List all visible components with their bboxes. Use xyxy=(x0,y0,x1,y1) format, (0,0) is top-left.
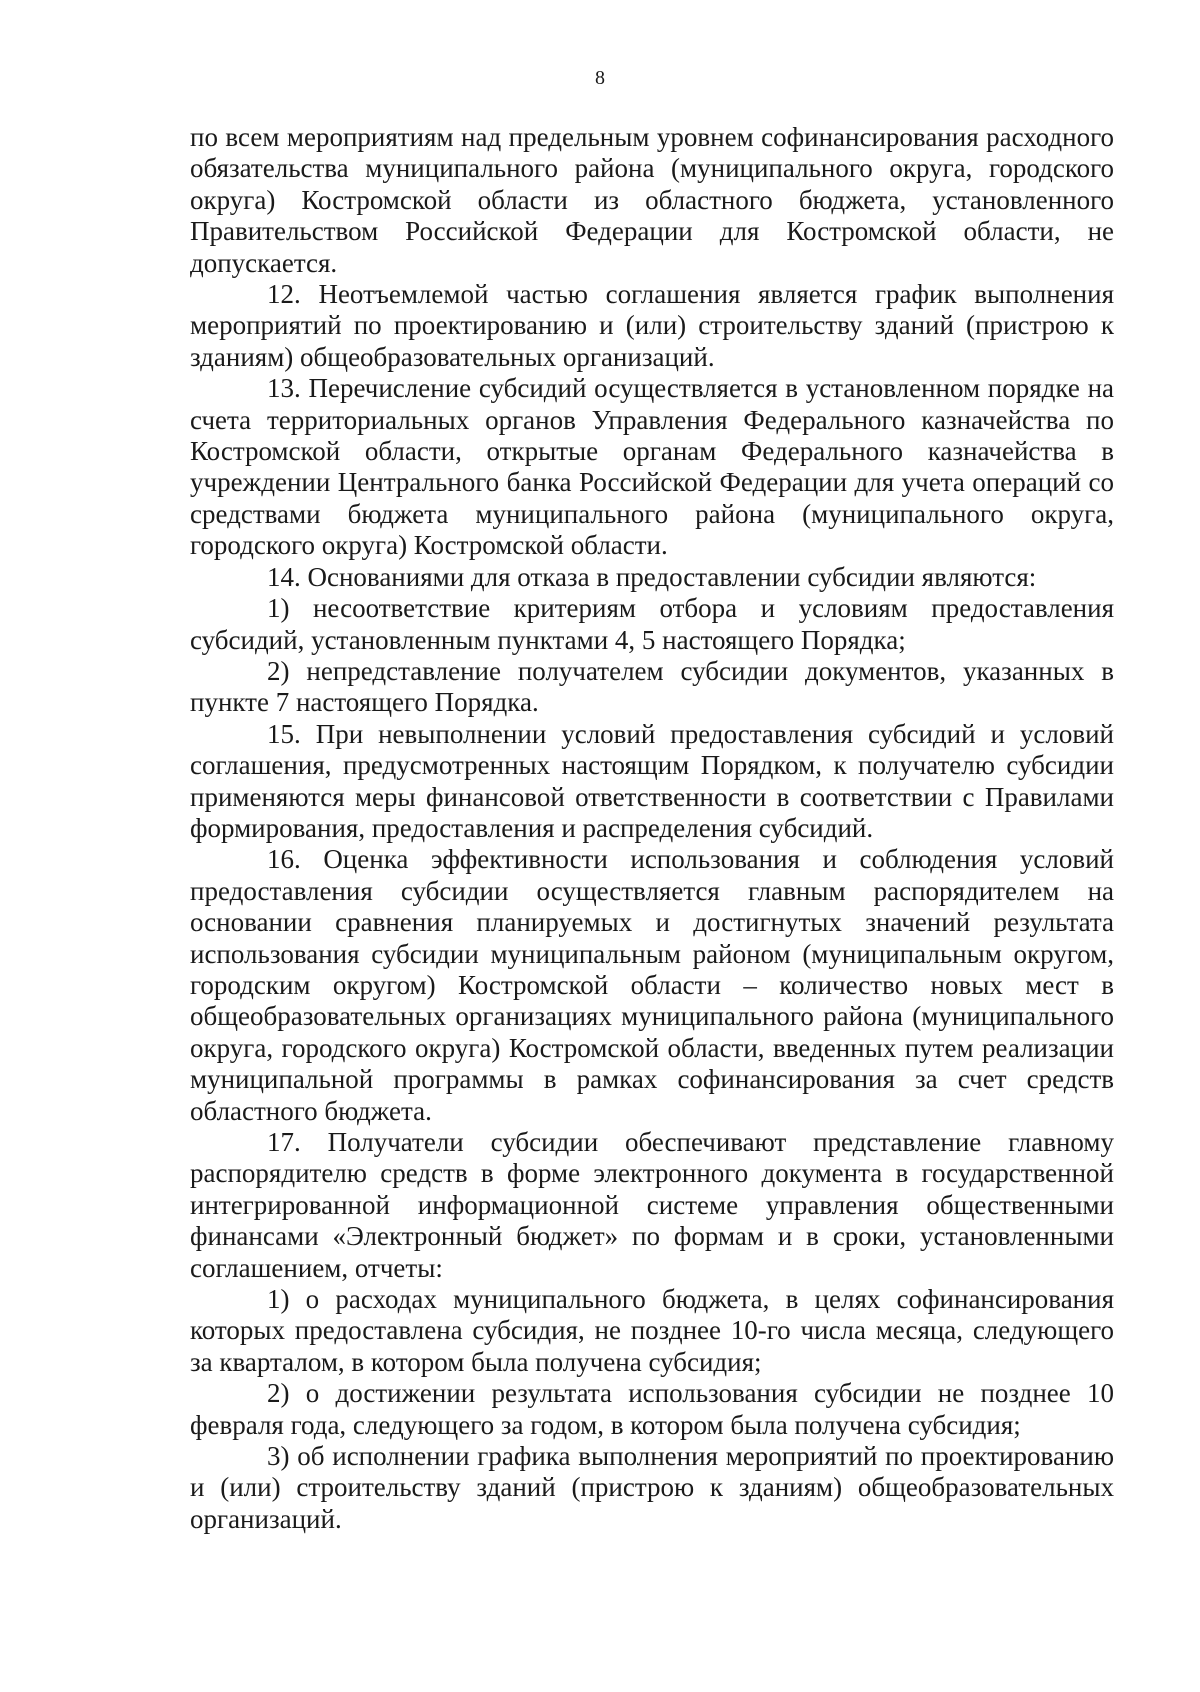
page-number: 8 xyxy=(595,67,605,89)
paragraph-16: 16. Оценка эффективности использования и соблюдения условий предоставления субсидии осуществляется главным распорядителем на основании сравнения планируемых и достигнутых значений результата использования субсидии муниципальным районом (муниципальным округом, городским округом) Костромской области – количество новых мест в общеобразовательных организациях муниципального района (муниципального округа, городского округа) Костромской области, введенных путем реализации муниципальной программы в рамках софинансирования за счет средств областного бюджета. xyxy=(190,844,1114,1126)
document-body xyxy=(190,122,1114,1535)
paragraph-17: 17. Получатели субсидии обеспечивают представление главному распорядителю средств в форме электронного документа в государственной интегрированной информационной системе управления общественными финансами «Электронный бюджет» по формам и в сроки, установленными соглашением, отчеты: xyxy=(190,1127,1114,1283)
paragraph-13: 13. Перечисление субсидий осуществляется в установленном порядке на счета территориальных органов Управления Федерального казначейства по Костромской области, открытые органам Федерального казначейства в учреждении Центрального банка Российской Федерации для учета операций со средствами бюджета муниципального района (муниципального округа, городского округа) Костромской области. xyxy=(190,373,1114,561)
paragraph-14-item-2: 2) непредставление получателем субсидии документов, указанных в пункте 7 настоящего Порядка. xyxy=(190,655,1114,718)
paragraph-17-item-3: 3) об исполнении графика выполнения мероприятий по проектированию и (или) строительству зданий (пристрою к зданиям) общеобразовательных организаций. xyxy=(190,1441,1114,1534)
paragraph-12: 12. Неотъемлемой частью соглашения является график выполнения мероприятий по проектированию и (или) строительству зданий (пристрою к зданиям) общеобразовательных организаций. xyxy=(190,279,1114,372)
paragraph-17-item-2: 2) о достижении результата использования субсидии не позднее 10 февраля года, следующего за годом, в котором была получена субсидия; xyxy=(190,1378,1114,1440)
paragraph-14: 14. Основаниями для отказа в предоставлении субсидии являются: xyxy=(267,561,1037,592)
paragraph-17-item-1: 1) о расходах муниципального бюджета, в целях софинансирования которых предоставлена субсидия, не позднее 10-го числа месяца, следующего за кварталом, в котором была получена субсидия; xyxy=(190,1284,1114,1377)
paragraph-14-item-1: 1) несоответствие критериям отбора и условиям предоставления субсидий, установленным пунктами 4, 5 настоящего Порядка; xyxy=(190,593,1114,655)
paragraph-continuation: по всем мероприятиям над предельным уровнем софинансирования расходного обязательства муниципального района (муниципального округа, городского округа) Костромской области из областного бюджета, установленного Правительством Российской Федерации для Костромской области, не допускается. xyxy=(190,122,1114,278)
paragraph-15: 15. При невыполнении условий предоставления субсидий и условий соглашения, предусмотренных настоящим Порядком, к получателю субсидии применяются меры финансовой ответственности в соответствии с Правилами формирования, предоставления и распределения субсидий. xyxy=(190,718,1114,843)
